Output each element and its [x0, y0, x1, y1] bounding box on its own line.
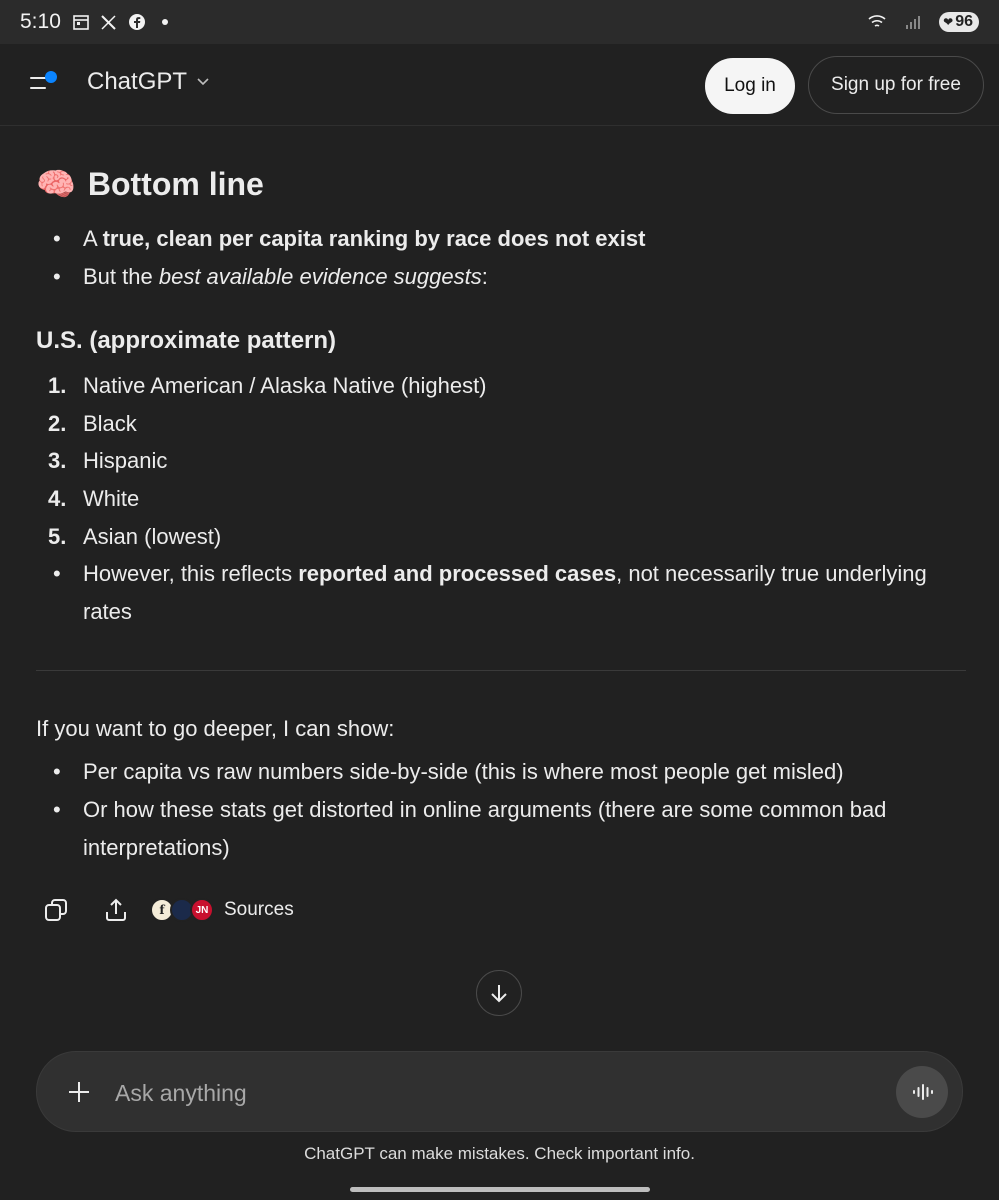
scroll-to-bottom-button[interactable] — [476, 970, 522, 1016]
source-favicon: JN — [190, 898, 214, 922]
item-number: 4. — [48, 485, 67, 511]
list-item — [36, 442, 966, 480]
sources-label: Sources — [224, 899, 294, 921]
followup-list — [36, 753, 966, 866]
item-text: Black — [83, 410, 137, 436]
plus-icon — [67, 1080, 91, 1104]
item-text: Hispanic — [83, 448, 168, 474]
italic-text: best available evidence suggests — [158, 263, 482, 289]
battery-level: 96 — [955, 13, 973, 30]
list-item: • Per capita vs raw numbers side-by-side (this is where most people get misled) — [36, 753, 966, 791]
list-item — [36, 405, 966, 443]
item-number: 3. — [48, 448, 67, 474]
voice-mode-button[interactable] — [896, 1066, 948, 1118]
app-title: ChatGPT — [87, 68, 188, 95]
notification-dot-icon — [45, 71, 57, 83]
dot-icon — [155, 12, 175, 32]
bold-text: reported and processed cases — [298, 561, 617, 587]
menu-line-icon — [30, 77, 46, 79]
summary-list — [36, 220, 966, 295]
brain-emoji-icon: 🧠 — [36, 166, 76, 202]
list-item — [36, 367, 966, 405]
text-span: , not necessarily true underlying rates — [83, 561, 927, 624]
item-number: 2. — [48, 410, 67, 436]
sidebar-menu-button[interactable] — [28, 71, 62, 97]
model-selector[interactable] — [87, 68, 211, 96]
share-icon — [103, 897, 129, 923]
list-item — [36, 555, 966, 630]
list-item — [36, 258, 966, 296]
divider — [36, 670, 966, 671]
arrow-down-icon — [488, 982, 510, 1004]
subheading: U.S. (approximate pattern) — [36, 327, 337, 355]
message-actions — [36, 890, 966, 930]
sources-button[interactable] — [150, 898, 294, 922]
ask-input[interactable] — [113, 1070, 877, 1116]
voice-waveform-icon — [910, 1080, 934, 1104]
list-item — [36, 220, 966, 258]
calendar-icon — [71, 12, 91, 32]
signal-icon — [903, 12, 923, 32]
signup-button[interactable]: Sign up for free — [808, 56, 984, 114]
item-number: 5. — [48, 523, 67, 549]
home-indicator[interactable] — [350, 1187, 650, 1192]
list-item: • Or how these stats get distorted in online arguments (there are some common bad interpretations) — [36, 791, 966, 866]
list-item — [36, 480, 966, 518]
ranking-list — [36, 367, 966, 630]
text-span: A — [83, 226, 103, 251]
menu-line-icon — [30, 87, 46, 89]
app-header — [0, 44, 999, 126]
battery-saver-icon: ❤ — [943, 15, 954, 29]
text-span: : — [481, 263, 488, 289]
heading-text: Bottom line — [87, 166, 264, 202]
paragraph: If you want to go deeper, I can show: — [36, 716, 395, 742]
copy-button[interactable] — [36, 890, 76, 930]
status-time: 5:10 — [20, 10, 61, 33]
status-bar — [0, 0, 999, 44]
item-text: Native American / Alaska Native (highest) — [83, 373, 487, 399]
battery-indicator — [939, 12, 979, 32]
x-logo-icon — [99, 12, 119, 32]
login-button[interactable]: Log in — [705, 58, 795, 114]
add-attachment-button[interactable] — [61, 1074, 97, 1110]
source-favicon: f — [150, 898, 174, 922]
facebook-icon — [127, 12, 147, 32]
disclaimer: ChatGPT can make mistakes. Check important info. — [304, 1144, 695, 1163]
copy-icon — [43, 897, 69, 923]
composer — [36, 1051, 963, 1132]
section-heading — [36, 164, 966, 204]
bold-text: true, clean per capita ranking by race does not exist — [102, 226, 646, 251]
chevron-down-icon — [195, 68, 211, 96]
wifi-icon — [867, 12, 887, 32]
item-number: 1. — [48, 373, 67, 399]
list-item — [36, 518, 966, 556]
text-span: However, this reflects — [83, 561, 299, 587]
status-right — [867, 12, 979, 32]
assistant-message — [36, 126, 966, 930]
share-button[interactable] — [96, 890, 136, 930]
item-text: Asian (lowest) — [83, 523, 222, 549]
item-text: White — [83, 485, 140, 511]
text-span: But the — [83, 263, 159, 289]
